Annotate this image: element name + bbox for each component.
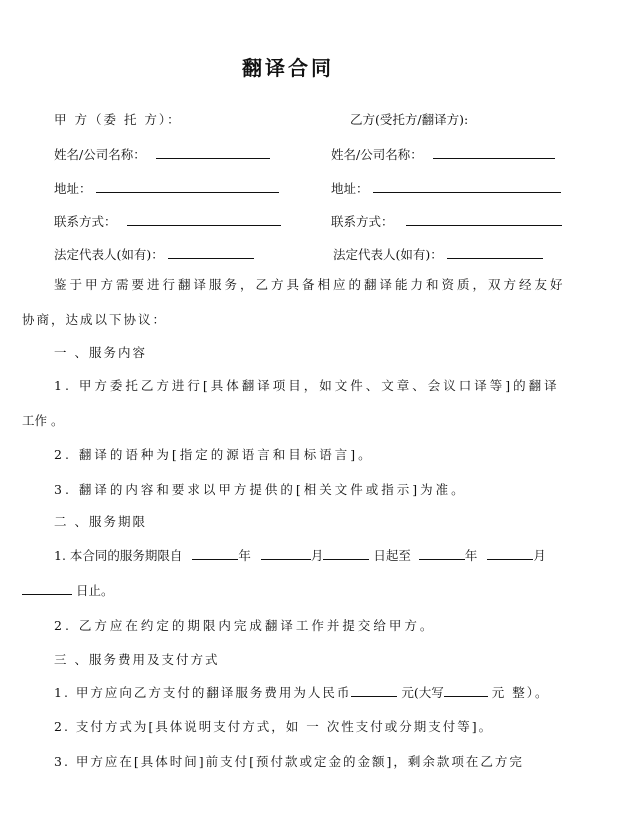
fee-suffix: 元 整）。	[491, 685, 550, 700]
party-a-rep-label: 法定代表人(如有)：	[54, 247, 164, 262]
party-b-contact-row	[331, 213, 562, 231]
section-1-item-1-line-2: 工作 。	[22, 413, 64, 428]
start-day-field[interactable]	[323, 547, 369, 560]
party-a-address-field[interactable]	[96, 180, 279, 193]
end-month-label: 月	[533, 548, 546, 563]
party-b-rep-field[interactable]	[447, 246, 543, 259]
start-month-label: 月	[310, 548, 324, 563]
party-a-address-row	[54, 180, 279, 198]
section-2-heading: 二 、服务期限	[54, 514, 147, 529]
term-prefix: 1. 本合同的服务期限自	[54, 548, 183, 563]
fee-mid: 元(大写	[401, 685, 444, 700]
party-a-contact-label: 联系方式：	[54, 214, 117, 229]
start-month-field[interactable]	[261, 547, 311, 560]
fee-amount-field[interactable]	[351, 684, 397, 697]
section-3-item-3: 3. 甲方应在[具体时间]前支付[预付款或定金的金额]，剩余款项在乙方完	[54, 754, 524, 769]
section-1-heading: 一 、服务内容	[54, 345, 147, 360]
party-a-name-label: 姓名/公司名称：	[54, 147, 146, 162]
document-title: 翻译合同	[242, 56, 334, 80]
start-day-label: 日起至	[373, 548, 411, 563]
party-a-contact-field[interactable]	[127, 213, 281, 226]
party-a-contact-row	[54, 213, 281, 231]
section-1-item-3: 3. 翻译的内容和要求以甲方提供的[相关文件或指示]为准。	[54, 482, 467, 497]
end-day-field[interactable]	[22, 582, 72, 595]
party-b-contact-field[interactable]	[406, 213, 562, 226]
party-b-rep-row	[333, 246, 543, 264]
party-b-address-row	[331, 180, 561, 198]
party-b-rep-label: 法定代表人(如有)：	[333, 247, 443, 262]
party-b-name-row	[331, 146, 555, 164]
section-2-item-2: 2. 乙方应在约定的期限内完成翻译工作并提交给甲方。	[54, 618, 436, 633]
party-a-address-label: 地址：	[54, 181, 92, 196]
party-a-heading: 甲 方（委 托 方）：	[54, 112, 182, 127]
start-year-field[interactable]	[192, 547, 238, 560]
party-b-address-label: 地址：	[331, 181, 369, 196]
end-year-field[interactable]	[419, 547, 465, 560]
preamble-line-2: 协商，达成以下协议：	[22, 312, 168, 327]
section-2-item-1-line-2	[22, 582, 114, 600]
preamble-line-1: 鉴于甲方需要进行翻译服务，乙方具备相应的翻译能力和资质，双方经友好	[54, 277, 566, 292]
party-b-name-field[interactable]	[433, 146, 555, 159]
section-3-item-2: 2. 支付方式为[具体说明支付方式，如 一 次性支付或分期支付等]。	[54, 719, 494, 734]
fee-prefix: 1. 甲方应向乙方支付的翻译服务费用为人民币	[54, 685, 352, 700]
party-a-rep-field[interactable]	[168, 246, 254, 259]
fee-words-field[interactable]	[444, 684, 488, 697]
end-day-label: 日止。	[75, 583, 114, 598]
party-a-name-field[interactable]	[156, 146, 270, 159]
section-2-item-1-line-1	[54, 547, 546, 565]
start-year-label: 年	[238, 548, 251, 563]
party-b-heading: 乙方(受托方/翻译方):	[350, 112, 469, 127]
end-month-field[interactable]	[487, 547, 533, 560]
section-1-item-1-line-1: 1. 甲方委托乙方进行[具体翻译项目，如文件、文章、会议口译等]的翻译	[54, 378, 560, 393]
section-1-item-2: 2. 翻译的语种为[指定的源语言和目标语言]。	[54, 447, 374, 462]
end-year-label: 年	[464, 548, 478, 563]
party-a-name-row	[54, 146, 270, 164]
section-3-item-1	[54, 684, 550, 702]
section-3-heading: 三 、服务费用及支付方式	[54, 652, 220, 667]
party-b-address-field[interactable]	[373, 180, 561, 193]
party-b-name-label: 姓名/公司名称：	[331, 147, 423, 162]
party-b-contact-label: 联系方式：	[331, 214, 394, 229]
party-a-rep-row	[54, 246, 254, 264]
